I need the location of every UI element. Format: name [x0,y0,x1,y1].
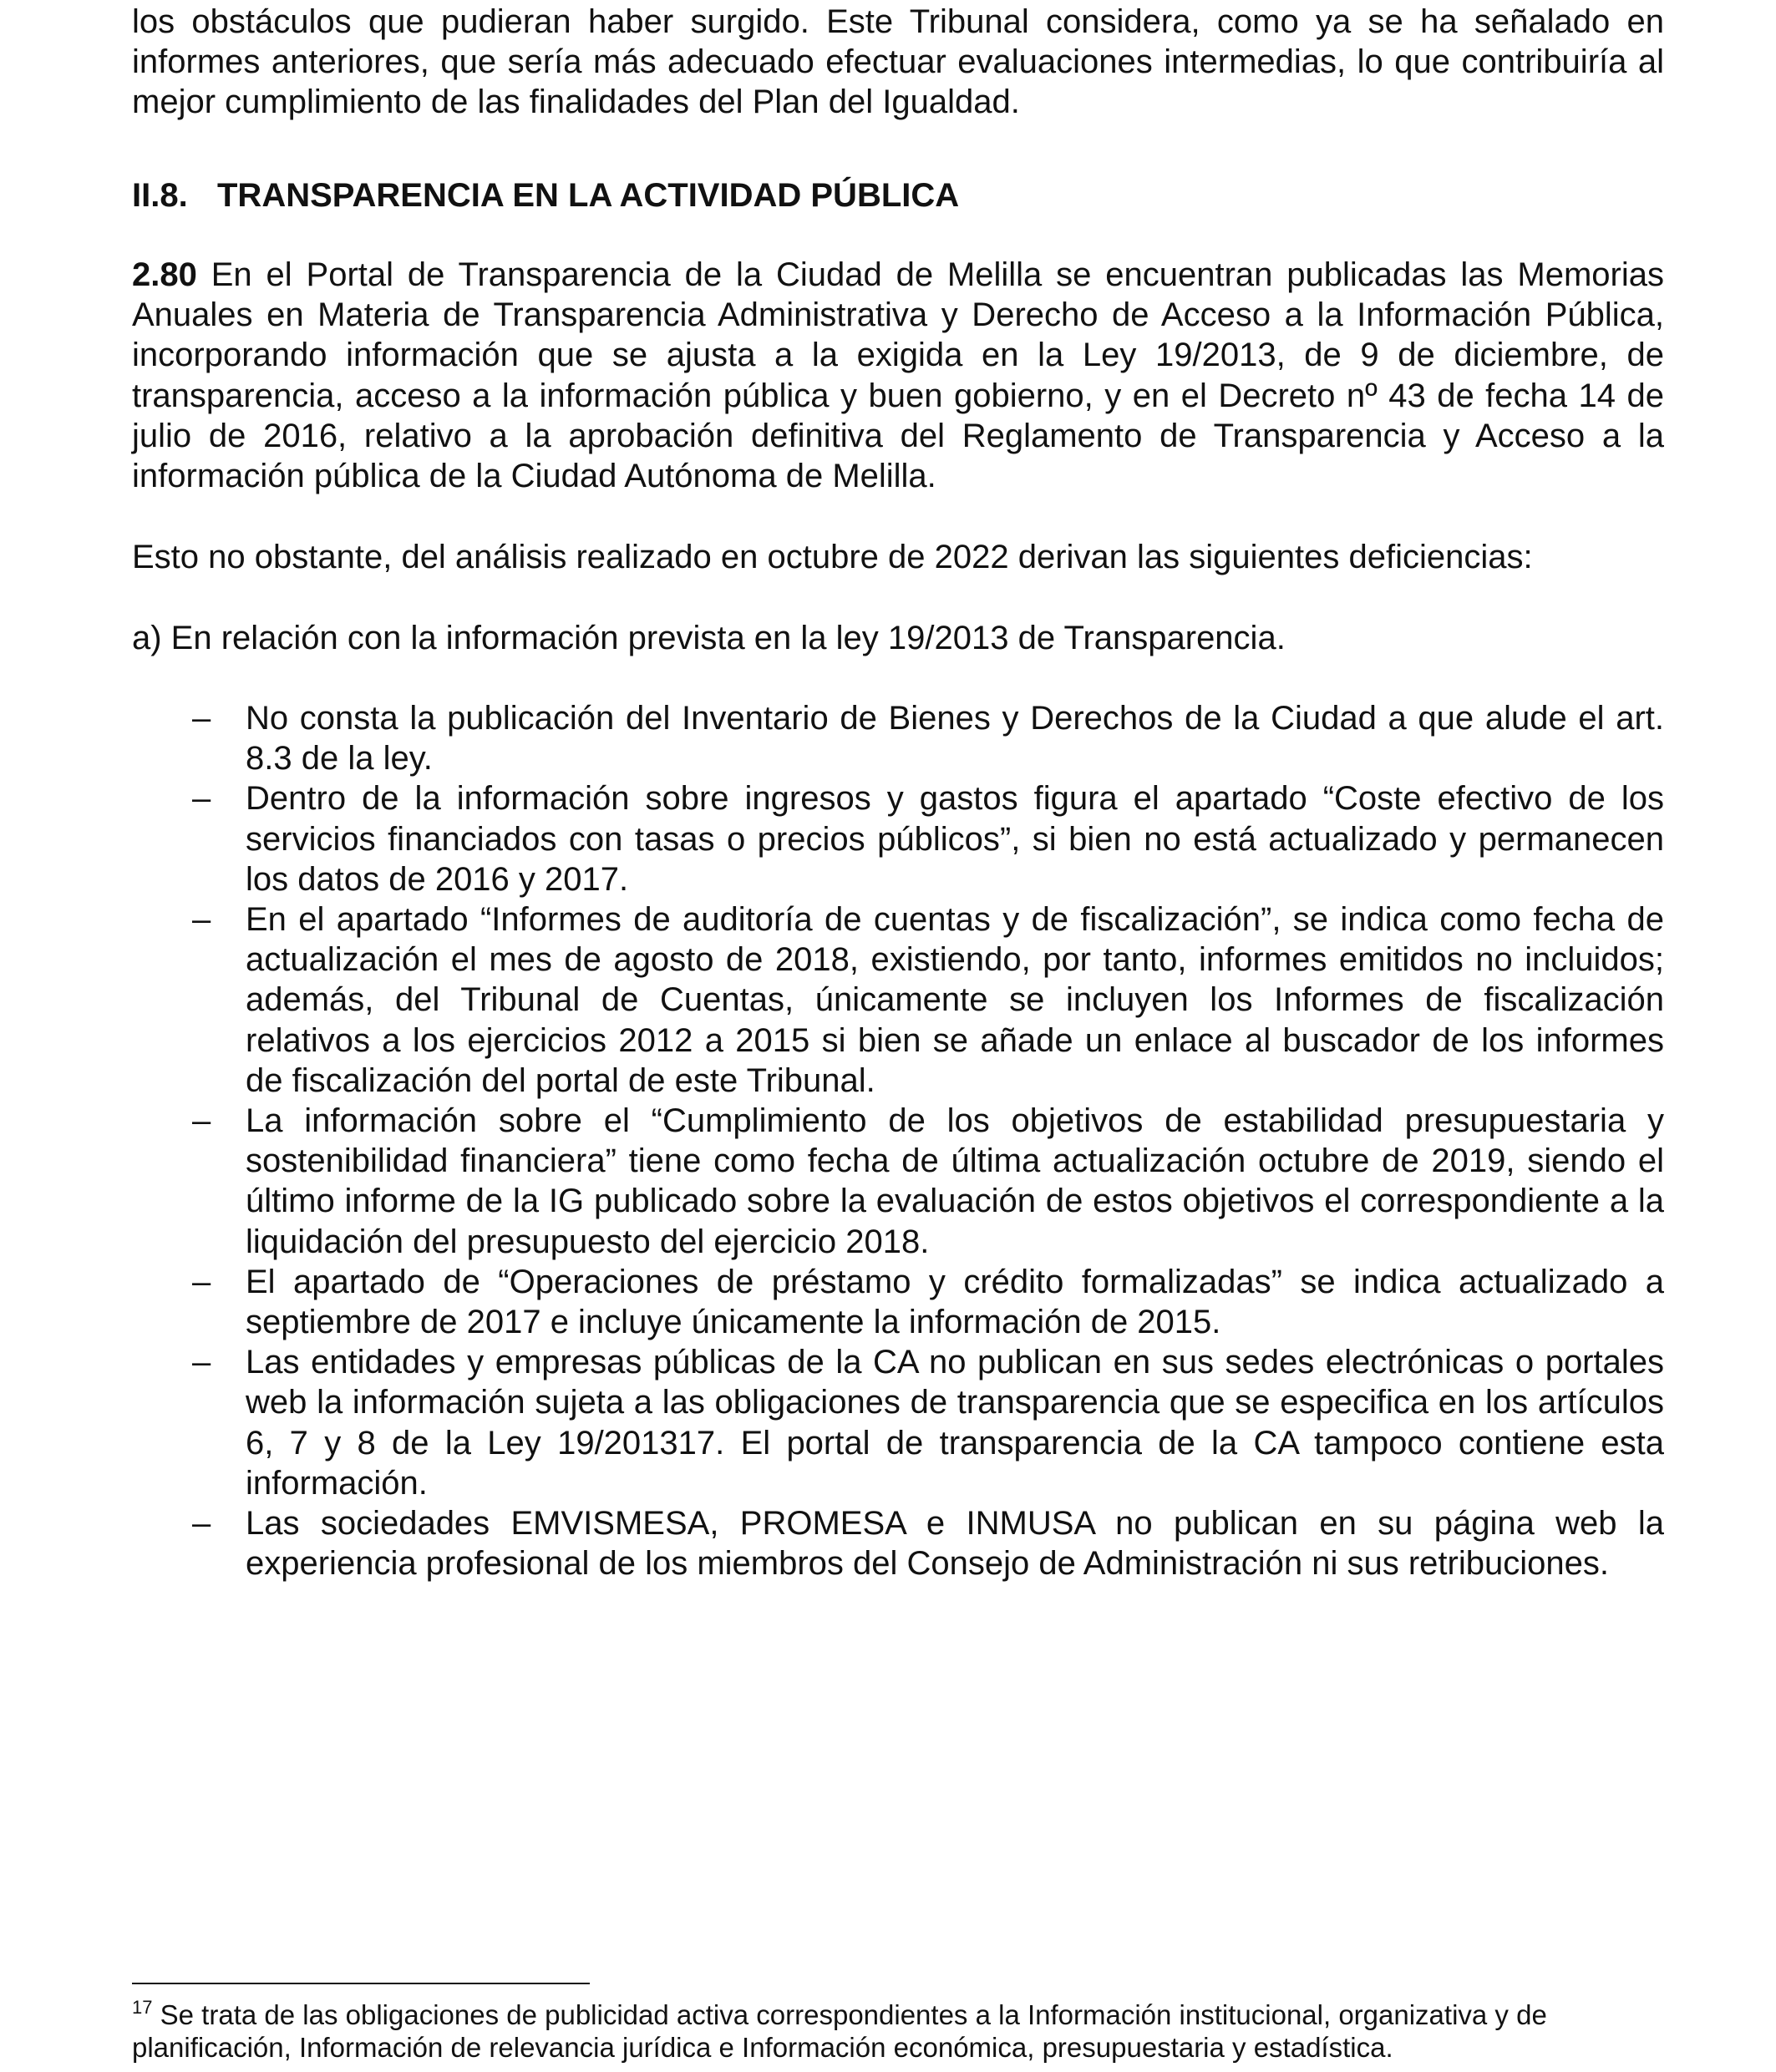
paragraph-deficiencias: Esto no obstante, del análisis realizado en octubre de 2022 derivan las siguientes deficiencias: [132,539,1533,575]
paragraph-number: 2.80 [132,256,197,293]
section-title: TRANSPARENCIA EN LA ACTIVIDAD PÚBLICA [217,177,960,214]
bullet-dash: – [192,700,211,737]
list-item [192,778,1664,899]
footnote-separator [132,1983,590,1984]
list-item-text: El apartado de “Operaciones de préstamo y crédito formalizadas” se indica actualizado a septiembre de 2017 e incluye únicamente la información de 2015. [246,1263,1664,1341]
list-item-text: No consta la publicación del Inventario de Bienes y Derechos de la Ciudad a que alude el art. 8.3 de la ley. [246,700,1664,778]
footnote-marker: 17 [132,1997,153,2018]
list-item-text: Las sociedades EMVISMESA, PROMESA e INMUSA no publican en su página web la experiencia profesional de los miembros del Consejo de Administración ni sus retribuciones. [246,1505,1664,1583]
list-item [192,1101,1664,1262]
list-item [192,1262,1664,1342]
paragraph-a: a) En relación con la información prevista en la ley 19/2013 de Transparencia. [132,620,1286,656]
list-item-text: En el apartado “Informes de auditoría de cuentas y de fiscalización”, se indica como fecha de actualización el mes de agosto de 2018, existiendo, por tanto, informes emitidos no incluidos; además, del Tribunal de Cuentas, únicamente se incluyen los Informes de fiscalización relativos a los ejercicios 2012 a 2015 si bien se añade un enlace al buscador de los informes de fiscalización del portal de este Tribunal. [246,901,1664,1099]
section-number: II.8. [132,177,188,214]
list-item [192,1342,1664,1503]
list-item [192,899,1664,1101]
list-item [192,698,1664,778]
footnote [132,1999,1664,2064]
paragraph-text: En el Portal de Transparencia de la Ciudad de Melilla se encuentran publicadas las Memorias Anuales en Materia de Transparencia Administrativa y Derecho de Acceso a la Información Pública, incorporando información que se ajusta a la exigida en la Ley 19/2013, de 9 de diciembre, de transparencia, acceso a la información pública y buen gobierno, y en el Decreto nº 43 de fecha 14 de julio de 2016, relativo a la aprobación definitiva del Reglamento de Transparencia y Acceso a la información pública de la Ciudad Autónoma de Melilla. [132,256,1664,495]
intro-paragraph: los obstáculos que pudieran haber surgido. Este Tribunal considera, como ya se ha señalado en informes anteriores, que sería más adecuado efectuar evaluaciones intermedias, lo que contribuiría al mejor cumplimiento de las finalidades del Plan del Igualdad. [132,3,1664,121]
section-heading [132,175,1664,215]
bullet-dash: – [192,901,211,939]
document-page [132,0,1664,2072]
list-item-text: Dentro de la información sobre ingresos y gastos figura el apartado “Coste efectivo de los servicios financiados con tasas o precios públicos”, si bien no está actualizado y permanecen los datos de 2016 y 2017. [246,780,1664,898]
list-item-text: La información sobre el “Cumplimiento de los objetivos de estabilidad presupuestaria y sostenibilidad financiera” tiene como fecha de última actualización octubre de 2019, siendo el último informe de la IG publicado sobre la evaluación de estos objetivos el correspondiente a la liquidación del presupuesto del ejercicio 2018. [246,1102,1664,1260]
list-item-text: Las entidades y empresas públicas de la CA no publican en sus sedes electrónicas o portales web la información sujeta a las obligaciones de transparencia que se especifica en los artículos 6, 7 y 8 de la Ley 19/201317. El portal de transparencia de la CA tampoco contiene esta información. [246,1344,1664,1502]
bullet-dash: – [192,780,211,818]
deficiencies-list [192,698,1664,1583]
bullet-dash: – [192,1505,211,1543]
paragraph-2-80 [132,255,1664,496]
list-item [192,1503,1664,1583]
bullet-dash: – [192,1263,211,1300]
bullet-dash: – [192,1102,211,1140]
footnote-text: Se trata de las obligaciones de publicidad activa correspondientes a la Información institucional, organizativa y de planificación, Información de relevancia jurídica e Información económica, presupuestaria y estadística. [132,1999,1547,2063]
bullet-dash: – [192,1344,211,1381]
